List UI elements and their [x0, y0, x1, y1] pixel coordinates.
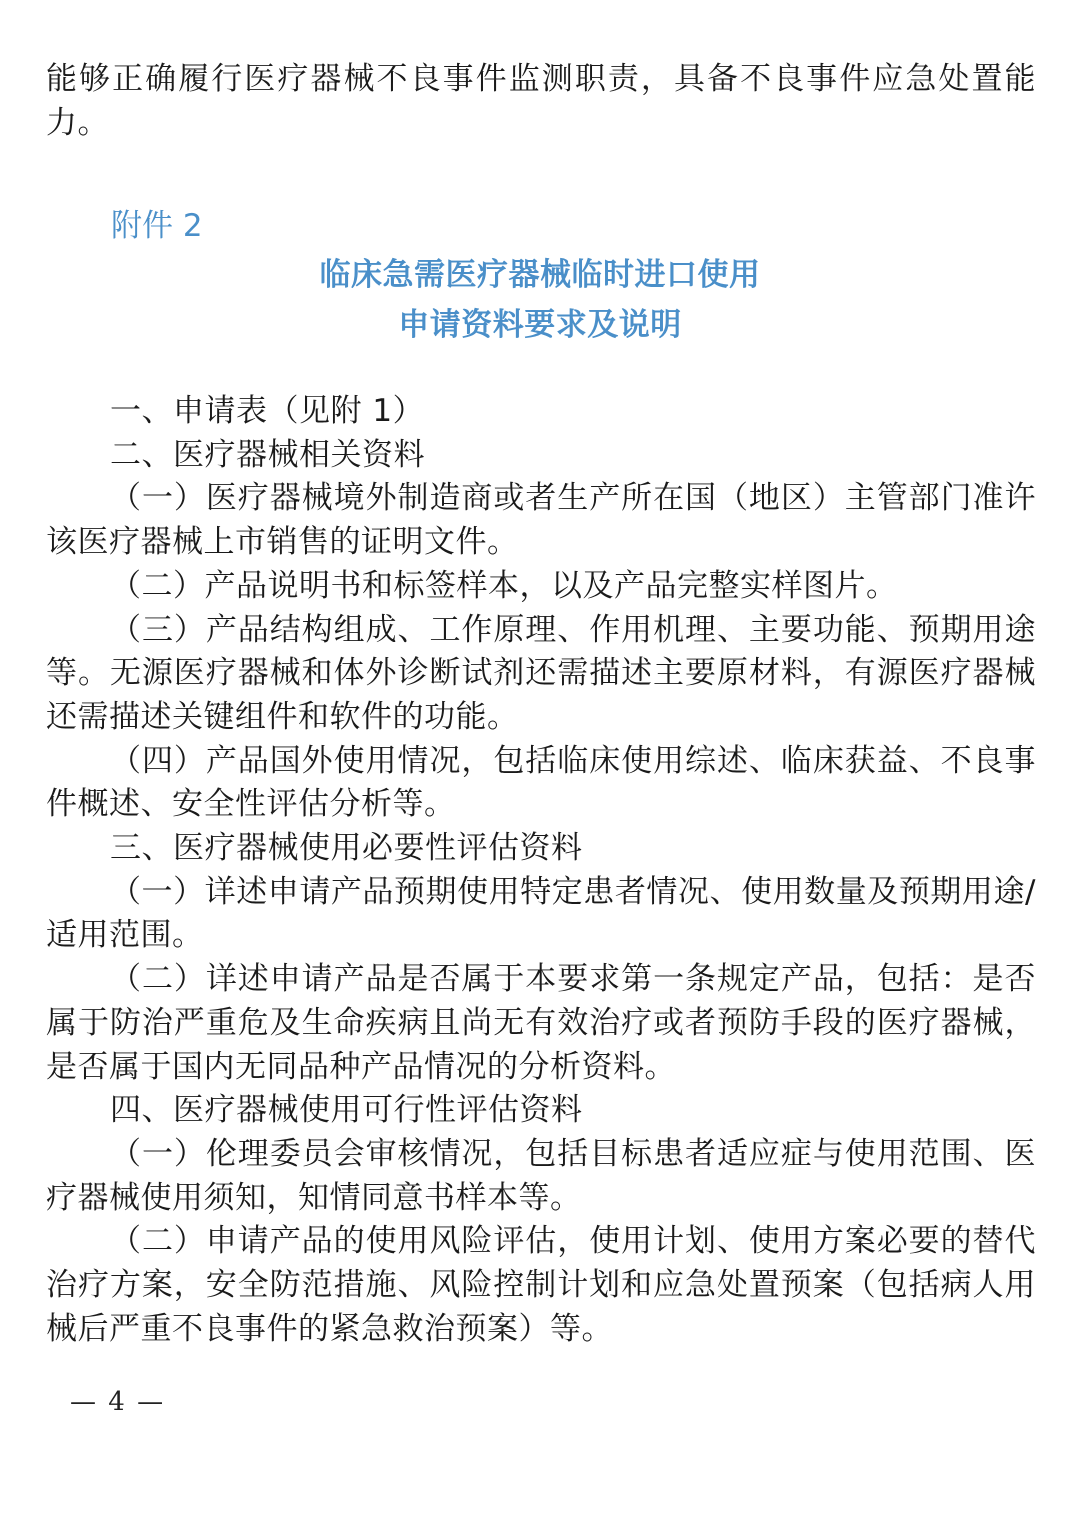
subsection-paragraph: （三）产品结构组成、工作原理、作用机理、主要功能、预期用途等。无源医疗器械和体外诊断试剂还需描述主要原材料，有源医疗器械还需描述关键组件和软件的功能。	[46, 611, 1036, 735]
section-heading: 四、医疗器械使用可行性评估资料	[110, 1092, 583, 1129]
subsection-paragraph: （二）申请产品的使用风险评估，使用计划、使用方案必要的替代治疗方案，安全防范措施、风险控制计划和应急处置预案（包括病人用械后严重不良事件的紧急救治预案）等。	[46, 1223, 1036, 1347]
section-heading: 三、医疗器械使用必要性评估资料	[110, 830, 583, 867]
subsection-paragraph: （二）产品说明书和标签样本，以及产品完整实样图片。	[110, 567, 898, 604]
page-number: — 4 —	[70, 1387, 166, 1417]
subsection-paragraph: （一）医疗器械境外制造商或者生产所在国（地区）主管部门准许该医疗器械上市销售的证明文件。	[46, 480, 1036, 561]
intro-paragraph	[46, 58, 1036, 145]
section-heading: 一、申请表（见附 1）	[110, 393, 425, 429]
document-title-line-1: 临床急需医疗器械临时进口使用	[319, 257, 761, 293]
document-title-line-2: 申请资料要求及说明	[398, 307, 682, 343]
section-heading: 二、医疗器械相关资料	[110, 436, 425, 473]
subsection-paragraph: （一）伦理委员会审核情况，包括目标患者适应症与使用范围、医疗器械使用须知，知情同意书样本等。	[46, 1135, 1036, 1216]
subsection-paragraph: （一）详述申请产品预期使用特定患者情况、使用数量及预期用途/适用范围。	[46, 873, 1036, 954]
subsection-paragraph: （四）产品国外使用情况，包括临床使用综述、临床获益、不良事件概述、安全性评估分析等。	[46, 742, 1036, 823]
intro-continuation-text: 能够正确履行医疗器械不良事件监测职责，具备不良事件应急处置能力。	[46, 61, 1036, 141]
attachment-label: 附件 2	[111, 208, 203, 244]
requirements-body	[46, 390, 1036, 1351]
subsection-paragraph: （二）详述申请产品是否属于本要求第一条规定产品，包括：是否属于防治严重危及生命疾病且尚无有效治疗或者预防手段的医疗器械，是否属于国内无同品种产品情况的分析资料。	[46, 961, 1036, 1085]
